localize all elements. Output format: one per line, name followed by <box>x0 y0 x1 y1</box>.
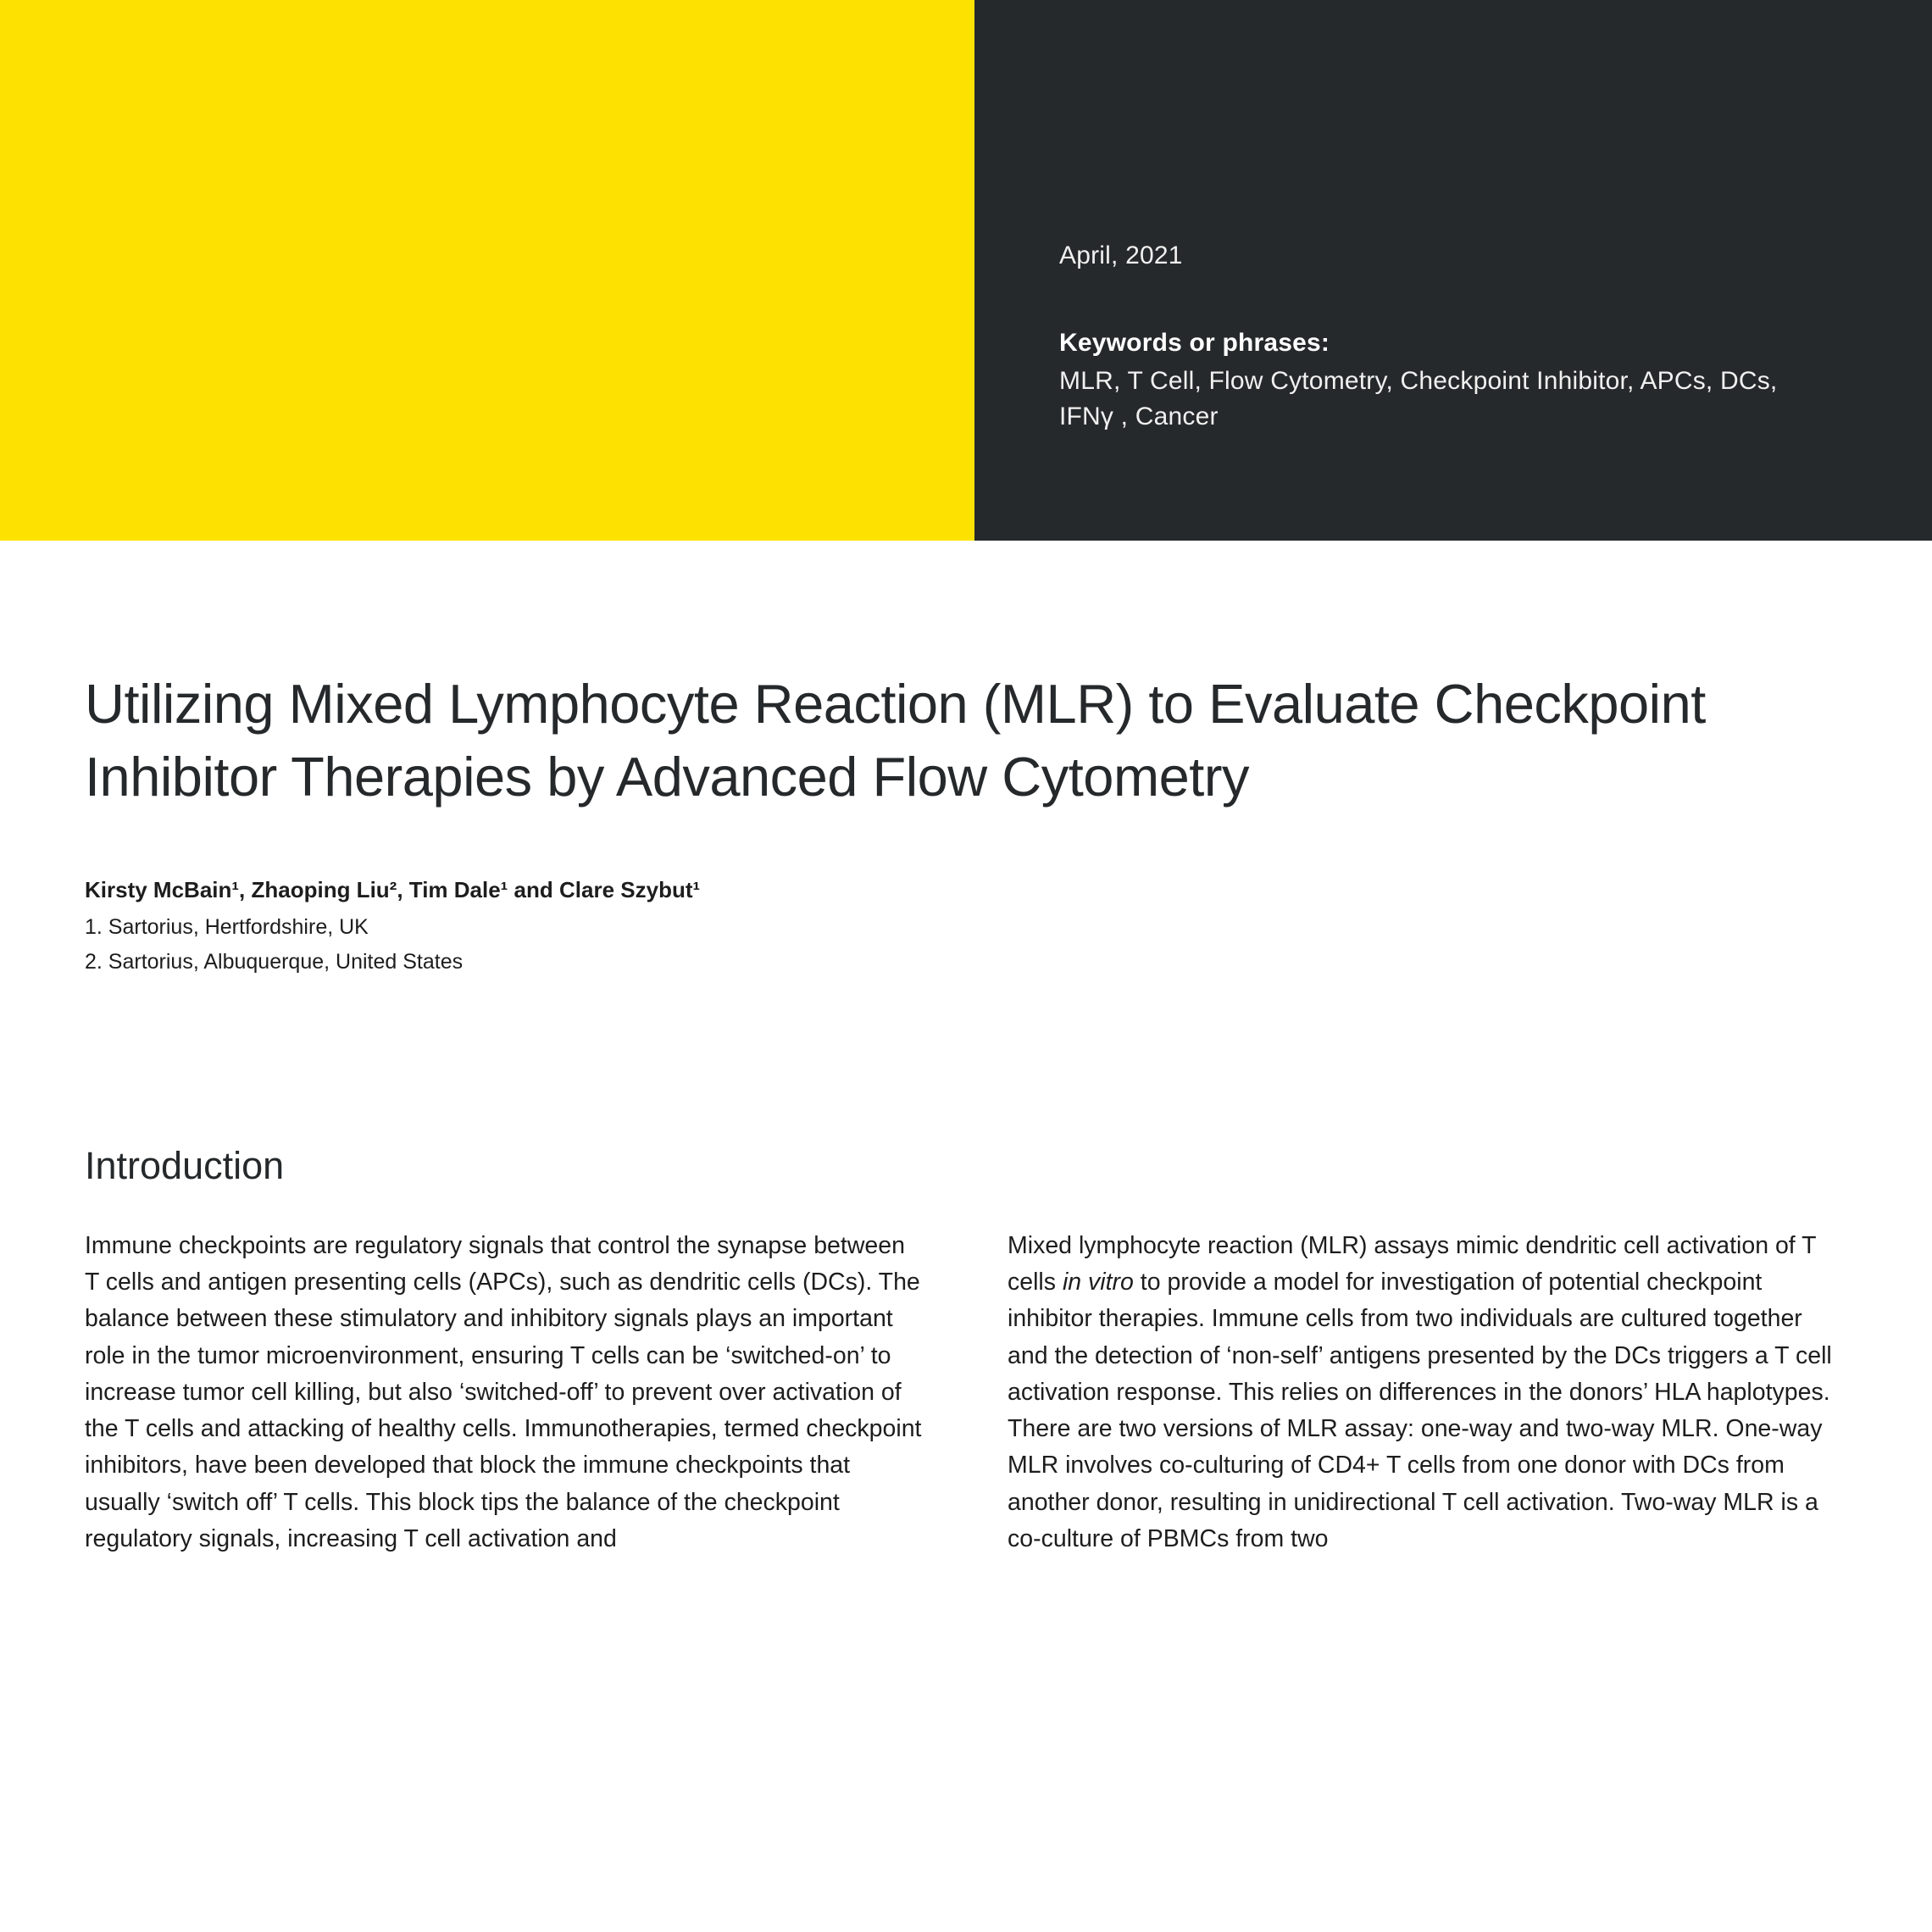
intro-paragraph-right <box>1008 1228 1847 1558</box>
author-list: Kirsty McBain¹, Zhaoping Liu², Tim Dale¹ and Clare Szybut¹ <box>85 876 701 902</box>
affiliation-1: 1. Sartorius, Hertfordshire, UK <box>85 914 369 939</box>
banner-yellow-block <box>0 0 974 541</box>
banner-dark-block <box>974 0 1932 541</box>
intro-right-italic: in vitro <box>1062 1268 1134 1296</box>
keywords-list: MLR, T Cell, Flow Cytometry, Checkpoint Inhibitor, APCs, DCs, IFNγ , Cancer <box>1059 366 1778 430</box>
publication-date: April, 2021 <box>1059 242 1183 269</box>
introduction-columns <box>85 1228 1847 1558</box>
page-body <box>0 668 1932 1557</box>
introduction-column-left <box>85 1228 924 1558</box>
intro-right-part1: Mixed lymphocyte reaction (MLR) assays mimic dendritic cell activation of T cells <box>1008 1231 1817 1296</box>
page-title: Utilizing Mixed Lymphocyte Reaction (MLR) to Evaluate Checkpoint Inhibitor Therapies by Advanced Flow Cytometry <box>85 673 1706 808</box>
intro-right-part2: to provide a model for investigation of potential checkpoint inhibitor therapies. Immune cells from two individuals are cultured together and the detection of ‘non-self’ antigens presented by the DCs triggers a T cell activation response. This relies on differences in the donors’ HLA haplotypes. There are two versions of MLR assay: one-way and two-way MLR. One-way MLR involves co-culturing of CD4+ T cells from one donor with DCs from another donor, resulting in unidirectional T cell activation. Two-way MLR is a co-culture of PBMCs from two <box>1008 1268 1832 1553</box>
introduction-column-right <box>1008 1228 1847 1558</box>
banner-metadata <box>1059 239 1881 435</box>
affiliation-2: 2. Sartorius, Albuquerque, United States <box>85 949 464 974</box>
keywords-label: Keywords or phrases: <box>1059 328 1330 357</box>
intro-paragraph-left: Immune checkpoints are regulatory signals that control the synapse between T cells and antigen presenting cells (APCs), such as dendritic cells (DCs). The balance between these stimulatory and inhibitory signals plays an important role in the tumor microenvironment, ensuring T cells can be ‘switched-on’ to increase tumor cell killing, but also ‘switched-off’ to prevent over activation of the T cells and attacking of healthy cells. Immunotherapies, termed checkpoint inhibitors, have been developed that block the immune checkpoints that usually ‘switch off’ T cells. This block tips the balance of the checkpoint regulatory signals, increasing T cell activation and <box>85 1231 922 1553</box>
header-banner <box>0 0 1932 541</box>
section-heading-introduction: Introduction <box>85 1143 285 1187</box>
